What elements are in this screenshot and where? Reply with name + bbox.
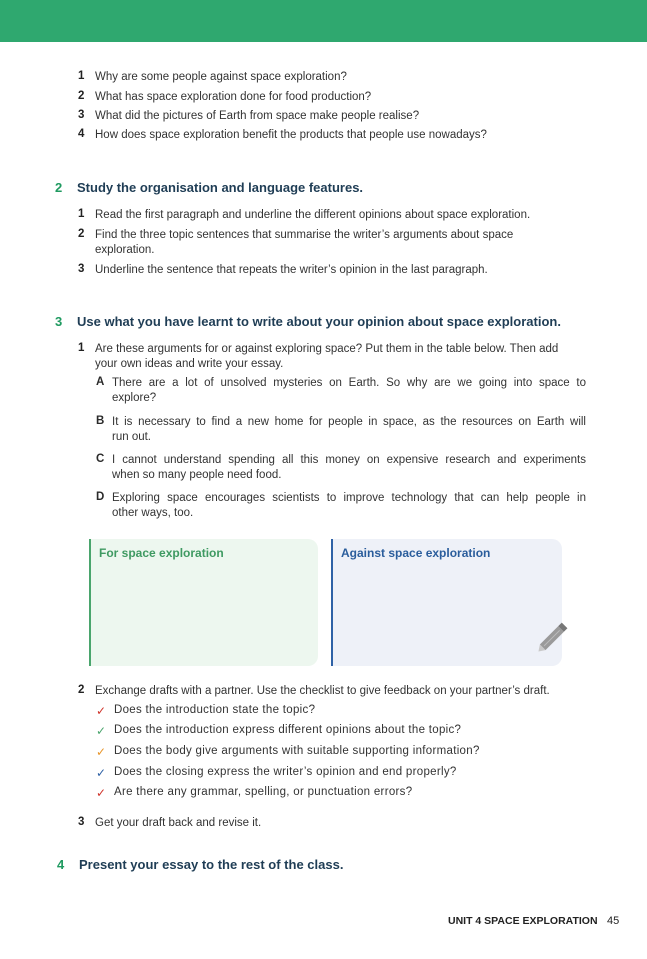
item-number: 1 — [78, 342, 85, 354]
item-number: 2 — [78, 228, 85, 240]
item-number: 1 — [78, 70, 85, 82]
check-icon: ✓ — [96, 745, 107, 759]
against-label: Against space exploration — [341, 546, 491, 560]
item-number: 4 — [78, 128, 85, 140]
checklist-item — [96, 724, 461, 738]
checklist-text: Does the closing express the writer’s opinion and end properly? — [114, 766, 457, 778]
argument-text: when so many people need food. — [112, 469, 282, 481]
checklist-text: Does the introduction express different opinions about the topic? — [114, 724, 462, 736]
section-number: 2 — [55, 180, 63, 195]
check-icon: ✓ — [96, 724, 107, 738]
task-item — [78, 342, 558, 372]
item-number: 3 — [78, 816, 85, 828]
section-4-heading — [57, 857, 343, 872]
checklist-item — [96, 745, 480, 759]
question-item — [78, 128, 487, 143]
checklist-text: Are there any grammar, spelling, or punctuation errors? — [114, 786, 413, 798]
section-2-heading — [55, 180, 363, 195]
check-icon: ✓ — [96, 704, 107, 718]
item-text: What has space exploration done for food production? — [95, 91, 372, 103]
argument-item — [96, 415, 586, 445]
item-text: exploration. — [95, 244, 155, 256]
item-text: How does space exploration benefit the products that people use nowadays? — [95, 129, 487, 141]
section-title: Study the organisation and language features. — [77, 180, 364, 195]
item-text: your own ideas and write your essay. — [95, 358, 284, 370]
argument-item — [96, 453, 586, 483]
item-text: Read the first paragraph and underline the different opinions about space exploration. — [95, 209, 531, 221]
section-title: Use what you have learnt to write about your opinion about space exploration. — [77, 314, 561, 329]
item-text: Are these arguments for or against exploring space? Put them in the table below. Then add — [95, 343, 559, 355]
checklist-text: Does the body give arguments with suitable supporting information? — [114, 745, 480, 757]
checklist-item — [96, 766, 457, 780]
argument-text: It is necessary to find a new home for people in space, as the resources on Earth will — [112, 416, 586, 428]
argument-item — [96, 376, 586, 406]
argument-text: Exploring space encourages scientists to improve technology that can help people in — [112, 492, 586, 504]
against-space-exploration-box[interactable] — [331, 539, 562, 666]
item-number: 3 — [78, 109, 85, 121]
argument-letter: A — [96, 376, 105, 388]
argument-text: run out. — [112, 431, 151, 443]
item-number: 2 — [78, 90, 85, 102]
pencil-icon — [532, 614, 576, 658]
argument-letter: C — [96, 453, 105, 465]
argument-item — [96, 491, 586, 521]
checklist-text: Does the introduction state the topic? — [114, 704, 316, 716]
argument-text: explore? — [112, 392, 157, 404]
header-bar — [0, 0, 647, 42]
section-3-heading — [55, 314, 561, 329]
item-text: What did the pictures of Earth from space make people realise? — [95, 110, 420, 122]
section-title: Present your essay to the rest of the class. — [79, 857, 344, 872]
argument-text: other ways, too. — [112, 507, 194, 519]
check-icon: ✓ — [96, 766, 107, 780]
item-text: Exchange drafts with a partner. Use the checklist to give feedback on your partner’s draft. — [95, 685, 550, 697]
task-item — [78, 228, 513, 258]
task-item — [78, 208, 530, 223]
for-space-exploration-box[interactable] — [89, 539, 318, 666]
check-icon: ✓ — [96, 786, 107, 800]
item-text: Get your draft back and revise it. — [95, 817, 262, 829]
item-text: Why are some people against space exploration? — [95, 71, 347, 83]
item-text: Find the three topic sentences that summarise the writer’s arguments about space — [95, 229, 514, 241]
argument-letter: B — [96, 415, 105, 427]
task-item — [78, 263, 488, 278]
for-label: For space exploration — [99, 546, 224, 560]
checklist-item — [96, 704, 315, 718]
question-item — [78, 109, 419, 124]
task-item — [78, 684, 550, 699]
section-number: 3 — [55, 314, 63, 329]
argument-text: I cannot understand spending all this money on expensive research and experiments — [112, 454, 586, 466]
argument-letter: D — [96, 491, 105, 503]
checklist-item — [96, 786, 412, 800]
item-number: 3 — [78, 263, 85, 275]
question-item — [78, 90, 371, 105]
page-number: 45 — [607, 915, 620, 927]
task-item — [78, 816, 261, 831]
argument-text: There are a lot of unsolved mysteries on Earth. So why are we going into space to — [112, 377, 586, 389]
question-item — [78, 70, 347, 85]
section-number: 4 — [57, 857, 65, 872]
item-number: 1 — [78, 208, 85, 220]
item-text: Underline the sentence that repeats the writer’s opinion in the last paragraph. — [95, 264, 488, 276]
unit-footer: UNIT 4 SPACE EXPLORATION — [448, 915, 598, 927]
item-number: 2 — [78, 684, 85, 696]
